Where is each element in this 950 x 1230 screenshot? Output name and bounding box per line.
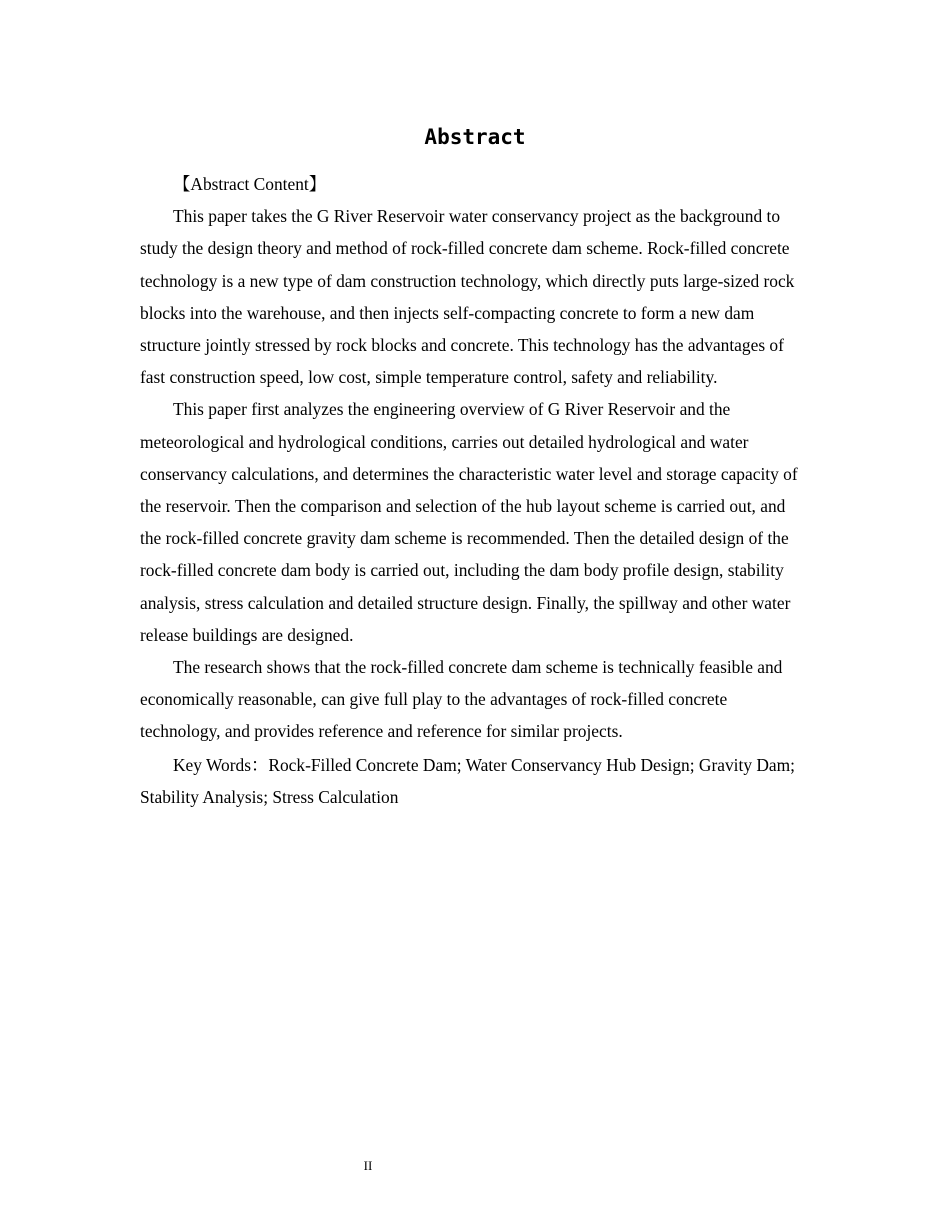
abstract-content-label: 【Abstract Content】 <box>173 174 327 194</box>
abstract-body <box>140 168 808 813</box>
abstract-paragraph-1: This paper takes the G River Reservoir water conservancy project as the background to study the design theory and method of rock-filled concrete dam scheme. Rock-filled concrete technology is a new type of dam construction technology, which directly puts large-sized rock blocks into the warehouse, and then injects self-compacting concrete to form a new dam structure jointly stressed by rock blocks and concrete. This technology has the advantages of fast construction speed, low cost, simple temperature control, safety and reliability. <box>140 206 795 388</box>
abstract-paragraph-3: The research shows that the rock-filled concrete dam scheme is technically feasible and economically reasonable, can give full play to the advantages of rock-filled concrete technology, and provides reference and reference for similar projects. <box>140 657 783 742</box>
abstract-title: Abstract <box>424 125 526 149</box>
abstract-paragraph-2: This paper first analyzes the engineering overview of G River Reservoir and the meteorological and hydrological conditions, carries out detailed hydrological and water conservancy calculations, and determines the characteristic water level and storage capacity of the reservoir. Then the comparison and selection of the hub layout scheme is carried out, and the rock-filled concrete gravity dam scheme is recommended. Then the detailed design of the rock-filled concrete dam body is carried out, including the dam body profile design, stability analysis, stress calculation and detailed structure design. Finally, the spillway and other water release buildings are designed. <box>140 399 798 645</box>
keywords-line: Key Words：Rock-Filled Concrete Dam; Water Conservancy Hub Design; Gravity Dam; Stability Analysis; Stress Calculation <box>140 754 796 807</box>
page-number: II <box>363 1158 373 1173</box>
